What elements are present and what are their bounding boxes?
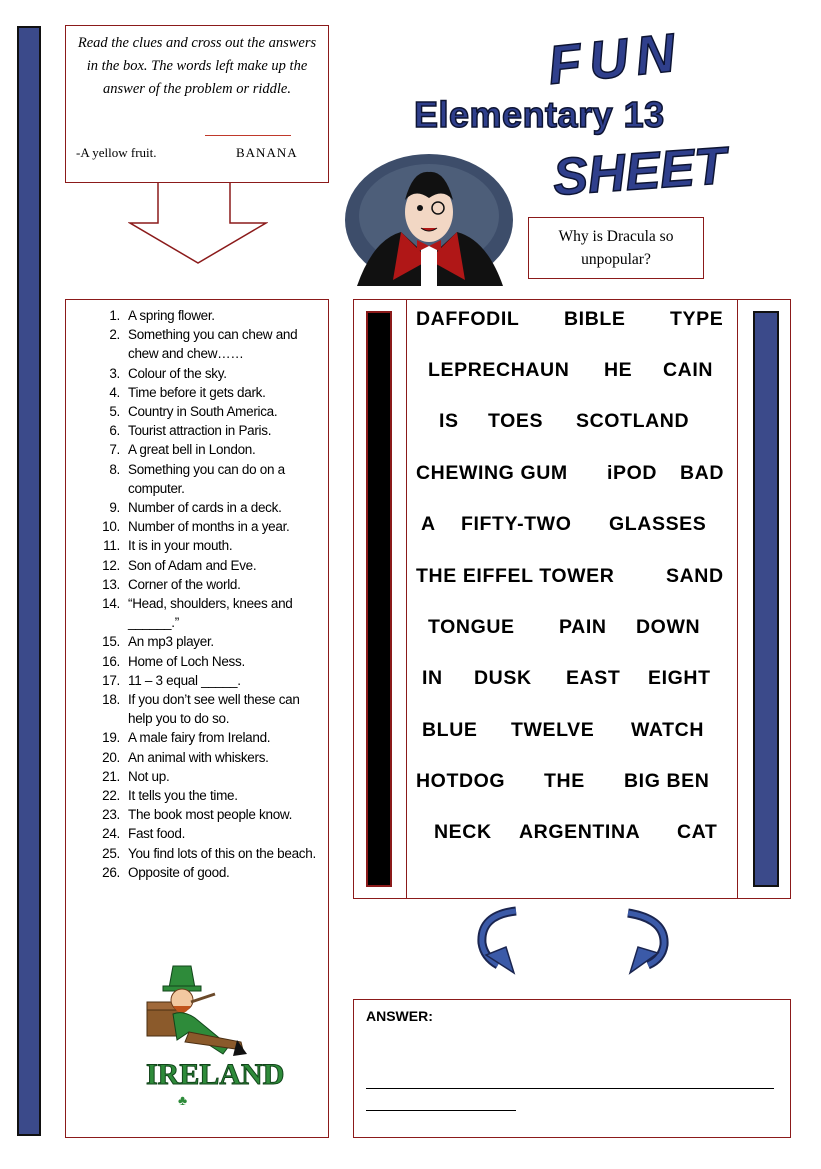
clue-number: 6. (109, 423, 120, 439)
clue-text: “Head, shoulders, knees and ______.” (128, 596, 293, 631)
word-item[interactable]: HE (604, 359, 633, 381)
clue-text: It is in your mouth. (128, 538, 233, 554)
instructions-box (65, 25, 329, 183)
clue-number: 13. (102, 576, 120, 592)
clue-text: Not up. (128, 768, 170, 784)
left-decorative-bar (17, 26, 41, 1136)
clue-text: A spring flower. (128, 308, 215, 323)
clue-number: 12. (102, 557, 120, 573)
word-item[interactable]: BIG BEN (624, 770, 710, 792)
word-box-divider-left (406, 300, 407, 898)
answer-line[interactable] (366, 1088, 774, 1089)
clue-item (94, 460, 322, 498)
shamrock-icon: ♣ (178, 1092, 188, 1108)
clue-item (94, 844, 322, 863)
word-item[interactable]: PAIN (559, 616, 607, 638)
word-item[interactable]: FIFTY-TWO (461, 513, 572, 535)
clue-text: Home of Loch Ness. (128, 653, 245, 669)
clue-item (94, 517, 322, 536)
clue-number: 7. (109, 442, 120, 458)
clue-number: 25. (102, 845, 120, 861)
clue-text: A great bell in London. (128, 442, 256, 458)
clue-item (94, 498, 322, 517)
clue-item (94, 728, 322, 747)
clue-item (94, 748, 322, 767)
clue-number: 4. (109, 384, 120, 400)
word-item[interactable]: THE EIFFEL TOWER (416, 565, 615, 587)
clue-item (94, 786, 322, 805)
clue-item (94, 767, 322, 786)
clue-item (94, 364, 322, 383)
word-item[interactable]: WATCH (631, 719, 705, 741)
clue-number: 5. (109, 404, 120, 420)
clue-number: 17. (102, 672, 120, 688)
example-clue: -A yellow fruit. (76, 145, 157, 160)
clue-item (94, 824, 322, 843)
word-item[interactable]: HOTDOG (416, 770, 506, 792)
clue-number: 3. (109, 365, 120, 381)
instructions-text: Read the clues and cross out the answers in the box. The words left make up the answer of the problem or riddle. (77, 35, 317, 97)
blue-decorative-bar (753, 311, 779, 887)
clue-item (94, 652, 322, 671)
black-decorative-bar (366, 311, 392, 887)
word-item[interactable]: CHEWING GUM (416, 462, 568, 484)
word-box (353, 299, 791, 899)
clue-number: 23. (102, 807, 120, 823)
curved-arrow-right-icon (628, 913, 664, 973)
clue-number: 22. (102, 788, 120, 804)
word-item[interactable]: THE (544, 770, 585, 792)
clue-number: 19. (102, 730, 120, 746)
clue-item (94, 536, 322, 555)
clue-text: Number of cards in a deck. (128, 500, 282, 516)
clue-item (94, 306, 322, 325)
ireland-label: IRELAND (146, 1058, 285, 1091)
clue-item (94, 594, 322, 632)
clue-text: Fast food. (128, 826, 186, 842)
clue-text: Tourist attraction in Paris. (128, 423, 272, 439)
clue-number: 20. (102, 749, 120, 765)
word-item[interactable]: TOES (488, 410, 544, 432)
clue-number: 16. (102, 653, 120, 669)
curved-arrow-left-icon (482, 911, 516, 973)
clue-text: 11 – 3 equal _____. (128, 672, 241, 688)
curved-arrows (470, 905, 680, 977)
clue-item (94, 863, 322, 882)
word-item[interactable]: TWELVE (511, 719, 595, 741)
word-item[interactable]: ARGENTINA (519, 821, 641, 843)
clue-number: 21. (102, 768, 120, 784)
word-item[interactable]: SCOTLAND (576, 410, 690, 432)
word-item[interactable]: EAST (566, 667, 621, 689)
word-item[interactable]: DUSK (474, 667, 532, 689)
word-item[interactable]: TYPE (670, 308, 724, 330)
word-item[interactable]: GLASSES (609, 513, 707, 535)
clue-number: 9. (109, 500, 120, 516)
clue-text: Something you can do on a computer. (128, 461, 285, 496)
clue-text: Colour of the sky. (128, 365, 227, 381)
answer-label: ANSWER: (366, 1008, 433, 1024)
word-item[interactable]: EIGHT (648, 667, 711, 689)
title-fun: FUN (545, 22, 686, 96)
clue-text: Number of months in a year. (128, 519, 290, 535)
clue-text: Something you can chew and chew and chew…… (128, 327, 298, 362)
clue-text: Opposite of good. (128, 864, 230, 880)
clue-number: 14. (102, 596, 120, 612)
word-item[interactable]: BAD (680, 462, 725, 484)
clue-number: 8. (109, 461, 120, 477)
clue-text: A male fairy from Ireland. (128, 730, 271, 746)
word-item[interactable]: IS (439, 410, 459, 432)
clue-text: An animal with whiskers. (128, 749, 269, 765)
answer-line[interactable] (366, 1110, 516, 1111)
word-item[interactable]: CAT (677, 821, 718, 843)
word-item[interactable]: CAIN (663, 359, 714, 381)
clue-number: 24. (102, 826, 120, 842)
clue-text: The book most people know. (128, 807, 293, 823)
example-answer: BANANA (236, 145, 298, 160)
clue-item (94, 325, 322, 363)
clue-item (94, 805, 322, 824)
clue-text: An mp3 player. (128, 634, 214, 650)
clue-item (94, 402, 322, 421)
clue-text: It tells you the time. (128, 788, 238, 804)
word-item[interactable]: BLUE (422, 719, 478, 741)
dracula-illustration (343, 150, 515, 288)
word-item[interactable]: NECK (434, 821, 492, 843)
clue-item (94, 383, 322, 402)
clue-item (94, 556, 322, 575)
title-elementary: Elementary 13 (414, 94, 665, 135)
clue-number: 1. (109, 308, 120, 323)
clue-number: 11. (103, 538, 120, 554)
clue-number: 10. (102, 519, 120, 535)
word-item[interactable]: LEPRECHAUN (428, 359, 570, 381)
clue-text: If you don’t see well these can help you to do so. (128, 692, 300, 727)
word-item[interactable]: SAND (666, 565, 724, 587)
title-sheet: SHEET (551, 137, 729, 207)
clue-text: Corner of the world. (128, 576, 241, 592)
word-item[interactable]: A (421, 513, 436, 535)
clue-text: You find lots of this on the beach. (128, 845, 316, 861)
clue-item (94, 671, 322, 690)
clue-number: 15. (102, 634, 120, 650)
word-item[interactable]: BIBLE (564, 308, 626, 330)
clue-text: Son of Adam and Eve. (128, 557, 257, 573)
word-box-divider-right (737, 300, 738, 898)
down-arrow-icon (128, 181, 268, 265)
clue-text: Time before it gets dark. (128, 384, 266, 400)
riddle-question: Why is Dracula so unpopular? (528, 217, 704, 279)
clue-item (94, 575, 322, 594)
word-item[interactable]: iPOD (607, 462, 658, 484)
word-item[interactable]: TONGUE (428, 616, 515, 638)
clue-item (94, 632, 322, 651)
clue-item (94, 421, 322, 440)
clue-text: Country in South America. (128, 404, 278, 420)
word-item[interactable]: IN (422, 667, 443, 689)
clue-number: 18. (102, 692, 120, 708)
clue-number: 2. (109, 327, 120, 343)
answer-box (353, 999, 791, 1138)
clue-item (94, 690, 322, 728)
clue-number: 26. (102, 864, 120, 880)
word-item[interactable]: DAFFODIL (416, 308, 520, 330)
clue-list (94, 306, 322, 882)
clue-item (94, 440, 322, 459)
example-underline (205, 135, 291, 136)
word-item[interactable]: DOWN (636, 616, 701, 638)
